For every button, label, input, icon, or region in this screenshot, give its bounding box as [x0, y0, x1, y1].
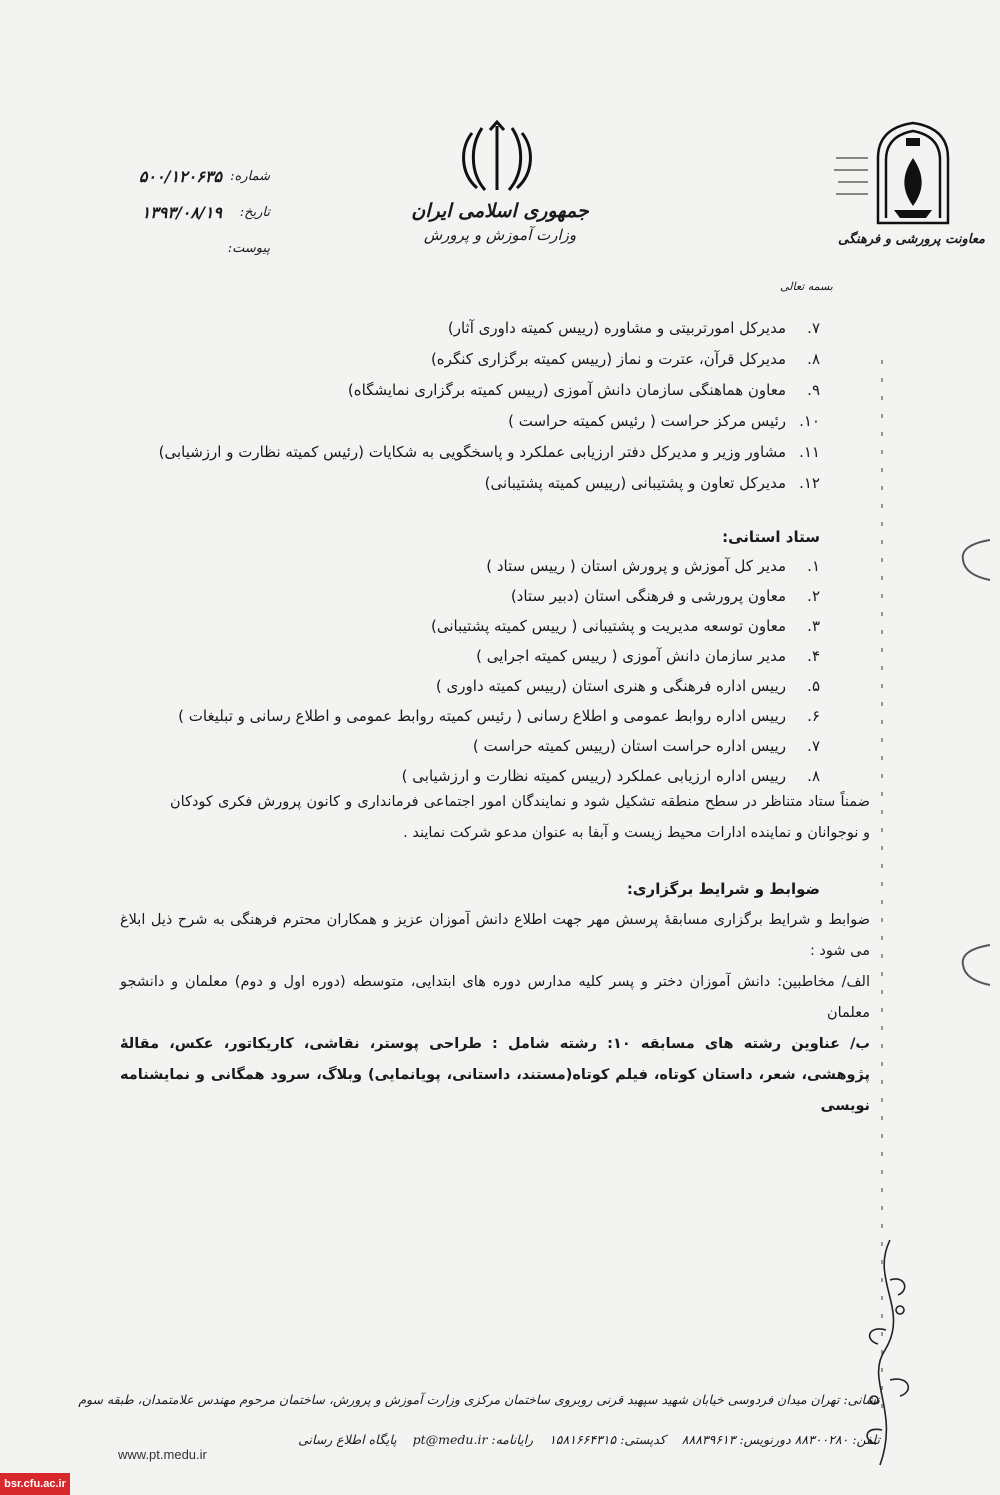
- item-number: ۴.: [807, 647, 820, 665]
- item-number: ۳.: [807, 617, 820, 635]
- ref-number-row: [80, 158, 270, 194]
- ref-date-value: ۱۳۹۳/۰۸/۱۹: [141, 202, 222, 222]
- item-text: معاون توسعه مدیریت و پشتیبانی ( رییس کمیته پشتیبانی): [431, 617, 786, 635]
- item-text: مدیر سازمان دانش آموزی ( رییس کمیته اجرایی ): [476, 647, 786, 665]
- ref-number-value: ۵۰۰/۱۲۰۶۳۵: [138, 166, 222, 186]
- reference-block: [80, 158, 270, 266]
- item-text: مدیرکل قرآن، عترت و نماز (رییس کمیته برگزاری کنگره): [430, 349, 786, 368]
- footer-contact: [100, 1432, 880, 1447]
- national-committee-list: [100, 312, 820, 498]
- ref-attachment-label: پیوست:: [227, 240, 270, 256]
- item-number: ۵.: [807, 677, 820, 695]
- item-number: ۱۲.: [799, 473, 820, 492]
- list-item: [130, 731, 820, 761]
- provincial-heading: ستاد استانی:: [722, 528, 820, 546]
- item-text: رییس اداره فرهنگی و هنری استان (رییس کمیته داوری ): [435, 677, 786, 695]
- provincial-list: [130, 551, 820, 791]
- list-item: [100, 343, 820, 374]
- item-text: رییس اداره روابط عمومی و اطلاع رسانی ( رئیس کمیته روابط عمومی و اطلاع رسانی و تبلیغات ): [178, 707, 786, 725]
- item-text: مدیر کل آموزش و پرورش استان ( رییس ستاد ): [486, 557, 786, 575]
- item-text: مدیرکل امورتربیتی و مشاوره (رییس کمیته داوری آثار): [447, 318, 786, 337]
- item-number: ۸.: [807, 767, 820, 785]
- item-text: معاون پرورشی و فرهنگی استان (دبیر ستاد): [510, 587, 786, 605]
- punch-hole-icon: [955, 940, 995, 990]
- punch-hole-icon: [955, 535, 995, 585]
- letter-footer: [78, 1392, 880, 1447]
- list-item: [130, 671, 820, 701]
- ref-attachment-row: [80, 230, 270, 266]
- site-watermark-badge: bsr.cfu.ac.ir: [0, 1473, 70, 1495]
- rules-fields: ب/ عناوین رشته های مسابقه ۱۰: رشته شامل : طراحی پوستر، نقاشی، کاریکاتور، عکس، مقالهٔ پژوهشی، شعر، داستان کوتاه، فیلم کوتاه(مستند، داستانی، پویانمایی) وبلاگ، سرود همگانی و نمایشنامه نویسی: [120, 1036, 871, 1114]
- header-center: [370, 200, 630, 244]
- footer-phone: تلفن: ۸۸۳۰۰۲۸۰ دورنویس: ۸۸۸۳۹۶۱۳: [681, 1432, 880, 1447]
- rules-intro: ضوابط و شرایط برگزاری مسابقهٔ پرسش مهر جهت اطلاع دانش آموزان عزیز و همکاران محترم فرهنگی به شرح ذیل ابلاغ می شود :: [120, 912, 870, 959]
- rules-heading: ضوابط و شرایط برگزاری:: [626, 880, 820, 898]
- provincial-note: ضمناً ستاد متناظر در سطح منطقه تشکیل شود و نمایندگان امور اجتماعی فرمانداری و کانون پرورش فکری کودکان و نوجوانان و نماینده ادارات محیط زیست و آبفا به عنوان مدعو شرکت نمایند .: [170, 794, 870, 841]
- republic-title: جمهوری اسلامی ایران: [411, 200, 589, 222]
- list-item: [130, 641, 820, 671]
- ref-number-label: شماره:: [230, 168, 270, 184]
- list-item: [130, 701, 820, 731]
- ref-date-row: [80, 194, 270, 230]
- list-item: [130, 611, 820, 641]
- footer-site-label: پایگاه اطلاع رسانی: [298, 1432, 397, 1447]
- item-text: رییس اداره ارزیابی عملکرد (رییس کمیته نظارت و ارزشیابی ): [401, 767, 786, 785]
- list-item: [100, 436, 820, 467]
- footer-email: رایانامه: pt@medu.ir: [412, 1432, 534, 1447]
- item-number: ۹.: [807, 380, 820, 399]
- item-text: مشاور وزیر و مدیرکل دفتر ارزیابی عملکرد و پاسخگویی به شکایات (رئیس کمیته نظارت و ارزشیابی): [158, 442, 786, 461]
- item-text: رئیس مرکز حراست ( رئیس کمیته حراست ): [508, 411, 786, 430]
- item-number: ۱۰.: [799, 411, 820, 430]
- list-item: [100, 467, 820, 498]
- footer-address: نشانی: تهران میدان فردوسی خیابان شهید سپهبد قرنی روبروی ساختمان مرکزی وزارت آموزش و پرورش، ساختمان مرحوم مهندس علامتمدان، طبقه سوم: [78, 1392, 880, 1407]
- iran-emblem-icon: [452, 118, 542, 198]
- handwritten-note: بسمه تعالی: [780, 280, 833, 293]
- list-item: [100, 405, 820, 436]
- item-number: ۶.: [807, 707, 820, 725]
- rules-audience: الف/ مخاطبین: دانش آموزان دختر و پسر کلیه مدارس دوره های ابتدایی، متوسطه (دوره اول و دوم) معلمان و دانشجو معلمان: [120, 974, 870, 1021]
- list-item: [130, 551, 820, 581]
- rules-body: [120, 905, 870, 1122]
- item-number: ۱۱.: [799, 442, 820, 461]
- ministry-title: وزارت آموزش و پرورش: [423, 226, 577, 244]
- list-item: [100, 312, 820, 343]
- list-item: [100, 374, 820, 405]
- item-text: رییس اداره حراست استان (رییس کمیته حراست ): [472, 737, 786, 755]
- item-text: معاون هماهنگی سازمان دانش آموزی (رییس کمیته برگزاری نمایشگاه): [347, 380, 786, 399]
- item-number: ۱.: [807, 557, 820, 575]
- item-text: مدیرکل تعاون و پشتیبانی (رییس کمیته پشتیبانی): [484, 473, 786, 492]
- deputy-label: معاونت پرورشی و فرهنگی: [838, 232, 985, 247]
- footer-postal: کدپستی: ۱۵۸۱۶۶۴۳۱۵: [549, 1432, 666, 1447]
- ref-date-label: تاریخ:: [239, 204, 270, 220]
- list-item: [130, 581, 820, 611]
- footer-website-link[interactable]: www.pt.medu.ir: [118, 1447, 207, 1462]
- item-number: ۷.: [807, 318, 820, 337]
- item-number: ۸.: [807, 349, 820, 368]
- item-number: ۲.: [807, 587, 820, 605]
- item-number: ۷.: [807, 737, 820, 755]
